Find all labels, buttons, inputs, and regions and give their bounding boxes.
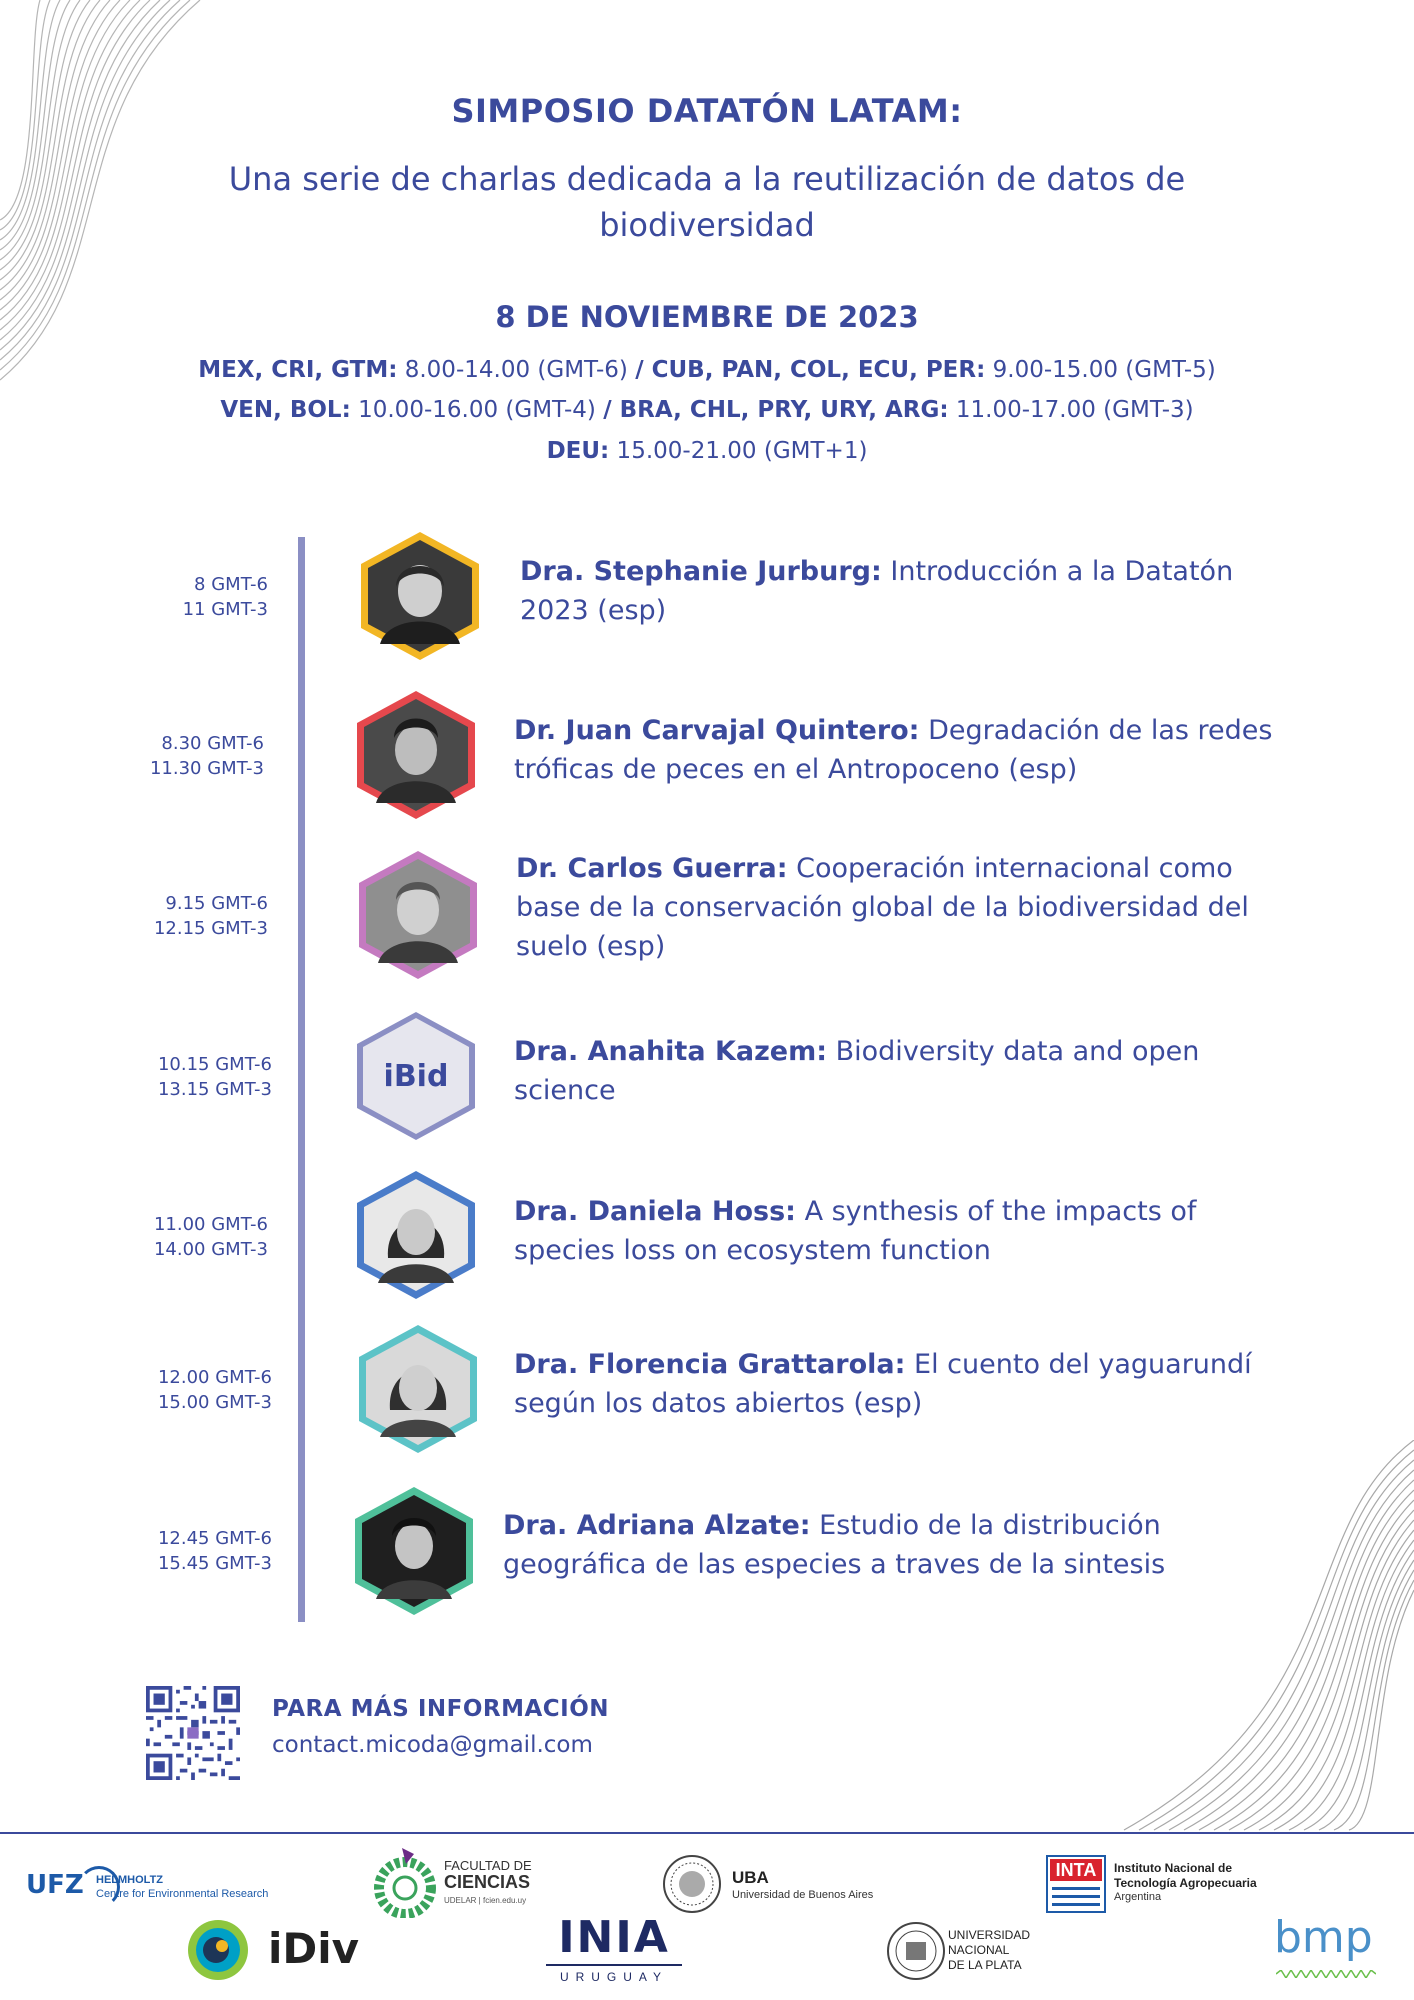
inia-sub: URUGUAY	[559, 1970, 669, 1984]
inta-mark: INTA	[1050, 1859, 1102, 1881]
talk-item	[514, 711, 1274, 789]
footer-divider	[0, 1832, 1414, 1834]
talk-time-gmt3: 13.15 GMT-3	[157, 1079, 272, 1100]
talk-time-gmt3: 15.45 GMT-3	[157, 1553, 272, 1574]
speaker-avatar	[352, 1484, 476, 1618]
bmp-logo	[1274, 1912, 1384, 1988]
talk-title: El cuento del yaguarundí según los datos abiertos (esp)	[514, 1349, 1252, 1419]
timezone-label: MEX, CRI, GTM:	[198, 357, 398, 383]
talk-time-gmt6: 9.15 GMT-6	[165, 893, 268, 914]
talk-time-gmt6: 10.15 GMT-6	[157, 1054, 272, 1075]
page-title: SIMPOSIO DATATÓN LATAM:	[451, 92, 963, 130]
fcien-name-1: FACULTAD DE	[444, 1858, 532, 1873]
ufz-mark: UFZ	[26, 1870, 84, 1900]
talk-time	[68, 891, 268, 941]
timezone-value: 8.00-14.00 (GMT-6)	[397, 357, 636, 383]
talk-time-gmt6: 8 GMT-6	[194, 574, 268, 595]
uba-logo	[662, 1854, 902, 1916]
unlp-logo	[886, 1918, 1046, 1988]
talk-item	[514, 1032, 1274, 1110]
idiv-icon	[186, 1918, 250, 1982]
inia-mark: INIA	[558, 1912, 670, 1963]
idiv-name: iDiv	[268, 1924, 360, 1973]
inta-name-1: Instituto Nacional de	[1114, 1861, 1233, 1875]
talk-time	[68, 1212, 268, 1262]
speaker-avatar	[356, 1322, 480, 1456]
ufz-helmholtz-logo	[26, 1868, 286, 1918]
talk-item	[514, 1192, 1274, 1270]
unlp-name-1: UNIVERSIDAD	[948, 1928, 1031, 1942]
speaker-avatar	[354, 1168, 478, 1302]
inia-logo	[546, 1912, 686, 1988]
talk-title: Biodiversity data and open science	[514, 1036, 1200, 1106]
talk-item	[503, 1506, 1263, 1584]
contact-email-link[interactable]: contact.micoda@gmail.com	[272, 1732, 593, 1758]
timezone-label: DEU:	[546, 438, 610, 464]
facultad-ciencias-logo	[372, 1848, 552, 1918]
timezone-label: / BRA, CHL, PRY, URY, ARG:	[603, 397, 949, 423]
unlp-seal-icon	[886, 1918, 946, 1984]
ufz-name: HELMHOLTZ	[96, 1874, 164, 1886]
talk-time	[64, 731, 264, 781]
ufz-arc-icon	[78, 1866, 120, 1908]
uba-sub: Universidad de Buenos Aires	[732, 1889, 874, 1901]
bmp-wave-icon	[1276, 1970, 1376, 1978]
talk-item	[516, 849, 1276, 966]
timezone-line-1	[0, 357, 1414, 383]
timezone-label: / CUB, PAN, COL, ECU, PER:	[635, 357, 986, 383]
talk-time-gmt3: 15.00 GMT-3	[157, 1392, 272, 1413]
talk-title: Cooperación internacional como base de la conservación global de la biodiversidad del suelo (esp)	[516, 853, 1249, 962]
talk-title: Introducción a la Datatón 2023 (esp)	[520, 556, 1234, 626]
talk-title: Estudio de la distribución geográfica de las especies a traves de la sintesis	[503, 1510, 1166, 1580]
talk-time-gmt6: 12.00 GMT-6	[157, 1367, 272, 1388]
talk-time	[72, 1365, 272, 1415]
timezone-label: VEN, BOL:	[220, 397, 351, 423]
talk-time-gmt6: 11.00 GMT-6	[153, 1214, 268, 1235]
speaker-name: Dra. Adriana Alzate:	[503, 1510, 811, 1541]
talk-item	[514, 1345, 1274, 1423]
speaker-name: Dra. Stephanie Jurburg:	[520, 556, 882, 587]
inta-logo	[1046, 1855, 1286, 1915]
ufz-sub: Centre for Environmental Research	[96, 1888, 269, 1900]
uba-name: UBA	[732, 1868, 769, 1887]
uba-seal-icon	[662, 1854, 722, 1914]
talk-title: Degradación de las redes tróficas de peces en el Antropoceno (esp)	[514, 715, 1273, 785]
talk-time-gmt6: 8.30 GMT-6	[161, 733, 264, 754]
page-subtitle: Una serie de charlas dedicada a la reutilización de datos de biodiversidad	[228, 160, 1186, 244]
speaker-name: Dr. Carlos Guerra:	[516, 853, 788, 884]
idiv-logo	[186, 1918, 386, 1988]
qr-code-icon[interactable]	[146, 1686, 240, 1780]
speaker-name: Dra. Daniela Hoss:	[514, 1196, 796, 1227]
talk-time-gmt3: 14.00 GMT-3	[153, 1239, 268, 1260]
timezone-line-2	[0, 397, 1414, 423]
inta-name-2: Tecnología Agropecuaria	[1114, 1876, 1257, 1890]
fcien-name-2: CIENCIAS	[444, 1872, 531, 1892]
timeline-line	[298, 537, 305, 1622]
speaker-name: Dra. Anahita Kazem:	[514, 1036, 828, 1067]
bottom-right-wave-decoration	[1094, 1440, 1414, 1840]
inta-mark-box	[1046, 1855, 1106, 1913]
bmp-name: bmp	[1274, 1912, 1373, 1963]
talk-time-gmt3: 12.15 GMT-3	[153, 918, 268, 939]
inta-sub: Argentina	[1114, 1891, 1162, 1903]
unlp-name-2: NACIONAL	[948, 1943, 1010, 1957]
event-date: 8 DE NOVIEMBRE DE 2023	[495, 300, 919, 334]
talk-time	[72, 1526, 272, 1576]
ibid-logo	[354, 1009, 478, 1143]
speaker-avatar	[356, 848, 480, 982]
talk-time-gmt3: 11.30 GMT-3	[149, 758, 264, 779]
facultad-ciencias-icon	[372, 1848, 438, 1918]
timezone-value: 15.00-21.00 (GMT+1)	[609, 438, 868, 464]
talk-time-gmt3: 11 GMT-3	[182, 599, 268, 620]
timezone-value: 10.00-16.00 (GMT-4)	[350, 397, 604, 423]
speaker-name: Dra. Florencia Grattarola:	[514, 1349, 906, 1380]
timezone-value: 9.00-15.00 (GMT-5)	[985, 357, 1216, 383]
unlp-name-3: DE LA PLATA	[948, 1958, 1022, 1972]
talk-time-gmt6: 12.45 GMT-6	[157, 1528, 272, 1549]
talk-time	[72, 1052, 272, 1102]
talk-title: A synthesis of the impacts of species loss on ecosystem function	[514, 1196, 1197, 1266]
speaker-avatar	[358, 529, 482, 663]
info-heading: PARA MÁS INFORMACIÓN	[272, 1696, 610, 1722]
speaker-avatar	[354, 688, 478, 822]
talk-time	[68, 572, 268, 622]
timezone-value: 11.00-17.00 (GMT-3)	[948, 397, 1194, 423]
ibid-logo-text: iBid	[383, 1059, 449, 1094]
fcien-sub: UDELAR | fcien.edu.uy	[444, 1896, 527, 1905]
timezone-line-3	[0, 438, 1414, 464]
speaker-name: Dr. Juan Carvajal Quintero:	[514, 715, 920, 746]
talk-item	[520, 552, 1280, 630]
